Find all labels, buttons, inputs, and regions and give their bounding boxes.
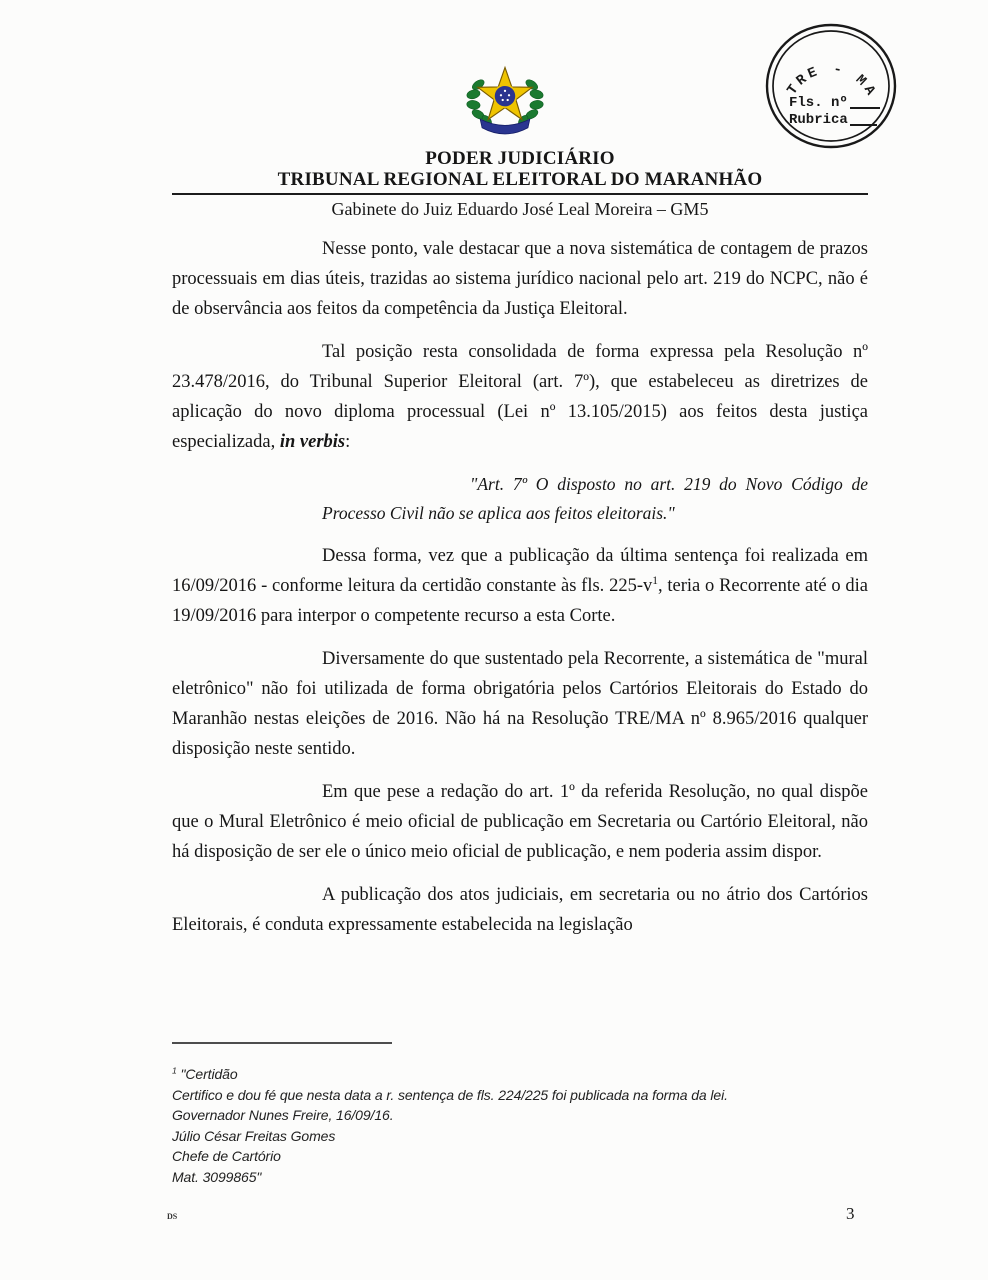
document-body bbox=[172, 234, 868, 953]
footnote-line-4: Júlio César Freitas Gomes bbox=[172, 1127, 336, 1144]
footnote-reference: 1 bbox=[652, 574, 658, 587]
paragraph-3-text-cont: , teria o Recorrente até o dia 19/09/2016 para interpor o competente recurso a esta Corte. bbox=[172, 576, 868, 626]
legal-quote: "Art. 7º O disposto no art. 219 do Novo Código de Processo Civil não se aplica aos feitos eleitorais." bbox=[322, 474, 868, 523]
paragraph-2 bbox=[172, 337, 868, 457]
paragraph-3-text: Dessa forma, vez que a publicação da última sentença foi realizada em 16/09/2016 - conforme leitura da certidão constante às fls. 225-v bbox=[172, 546, 868, 596]
document-initials: DS bbox=[167, 1212, 178, 1221]
stamp-svg bbox=[764, 22, 898, 152]
footnote-line-1 bbox=[172, 1064, 832, 1085]
page-number: 3 bbox=[846, 1204, 855, 1223]
paragraph-2-text: Tal posição resta consolidada de forma expressa pela Resolução nº 23.478/2016, do Tribunal Superior Eleitoral (art. 7º), que estabeleceu as diretrizes de aplicação do novo diploma processual (Lei nº 13.105/2015) aos feitos desta justiça especializada, bbox=[172, 342, 868, 452]
org-title-line2: TRIBUNAL REGIONAL ELEITORAL DO MARANHÃO bbox=[277, 169, 763, 190]
footnote-line-3: Governador Nunes Freire, 16/09/16. bbox=[172, 1107, 394, 1123]
paragraph-3 bbox=[172, 541, 868, 631]
org-title-line1: PODER JUDICIÁRIO bbox=[425, 148, 615, 169]
footnote-block bbox=[172, 1042, 832, 1187]
footnote-line-2: Certifico e dou fé que nesta data a r. sentença de fls. 224/225 foi publicada na forma da lei. bbox=[172, 1086, 728, 1103]
paragraph-5: Em que pese a redação do art. 1º da referida Resolução, no qual dispõe que o Mural Eletrônico é meio oficial de publicação em Secretaria ou Cartório Eleitoral, não há disposição de ser ele o único meio oficial de publicação, e nem poderia assim dispor. bbox=[172, 782, 868, 862]
paragraph-6: A publicação dos atos judiciais, em secretaria ou no átrio dos Cartórios Eleitorais, é conduta expressamente estabelecida na legislação bbox=[172, 885, 868, 935]
letterhead bbox=[172, 148, 868, 221]
coat-of-arms-svg bbox=[457, 56, 553, 144]
tre-ma-stamp bbox=[764, 22, 898, 157]
office-subtitle: Gabinete do Juiz Eduardo José Leal Moreira – GM5 bbox=[331, 199, 709, 219]
paragraph-4: Diversamente do que sustentado pela Recorrente, a sistemática de "mural eletrônico" não foi utilizada de forma obrigatória pelos Cartórios Eleitorais do Estado do Maranhão nestas eleições de 2016. Não há na Resolução TRE/MA nº 8.965/2016 qualquer disposição neste sentido. bbox=[172, 649, 868, 759]
stamp-outer-ring bbox=[767, 25, 895, 147]
footnote-line-6: Mat. 3099865" bbox=[172, 1168, 262, 1185]
footnote-marker: 1 bbox=[172, 1065, 177, 1076]
stamp-fls-label: Fls. nº bbox=[789, 95, 848, 111]
stamp-rubrica-label: Rubrica bbox=[789, 112, 848, 128]
footnote-line-5: Chefe de Cartório bbox=[172, 1148, 281, 1164]
coat-of-arms-icon bbox=[457, 56, 553, 149]
paragraph-2-colon: : bbox=[345, 432, 351, 452]
footnote-separator bbox=[172, 1042, 392, 1044]
latin-emphasis: in verbis bbox=[279, 432, 346, 452]
central-disk bbox=[494, 85, 516, 107]
stamp-arc-text: TRE - MA bbox=[784, 61, 880, 102]
footnote-line-1-text: "Certidão bbox=[180, 1066, 238, 1082]
paragraph-1: Nesse ponto, vale destacar que a nova sistemática de contagem de prazos processuais em dias úteis, trazidas ao sistema jurídico nacional pelo art. 219 do NCPC, não é de observância aos feitos da competência da Justiça Eleitoral. bbox=[172, 239, 868, 319]
